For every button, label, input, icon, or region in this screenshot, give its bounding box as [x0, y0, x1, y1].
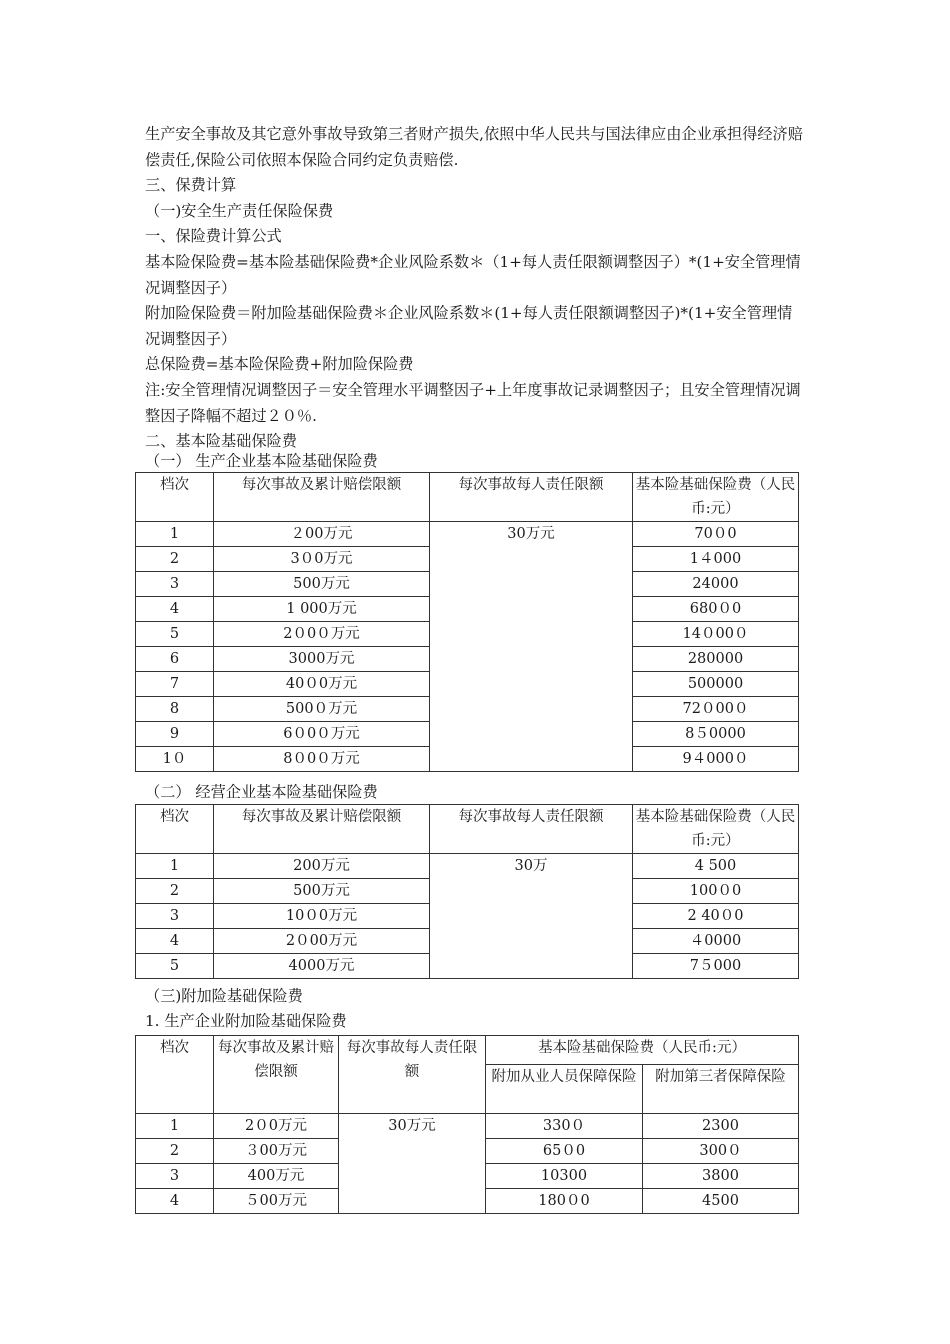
- table-row: [136, 854, 799, 879]
- premium-cell: 500000: [633, 672, 799, 697]
- tier-cell: 1: [136, 1114, 214, 1139]
- aggregate-limit-cell: 1 000万元: [214, 597, 430, 622]
- heading-safety-liability: （一)安全生产责任保险保费: [145, 201, 334, 220]
- third-party-premium-cell: 4500: [643, 1189, 799, 1214]
- col-header-aggregate-limit: 每次事故及累计赔偿限额: [214, 473, 430, 522]
- col-header-tier: 档次: [136, 805, 214, 854]
- tier-cell: 1: [136, 522, 214, 547]
- aggregate-limit-cell: 400万元: [214, 1164, 339, 1189]
- premium-cell: 72０00０: [633, 697, 799, 722]
- section1-label: （一） 生产企业基本险基础保险费: [145, 452, 378, 470]
- note-adjustment: 注:安全管理情况调整因子＝安全管理水平调整因子+上年度事故记录调整因子；且安全管理情况调整因子降幅不超过２０％.: [145, 380, 801, 425]
- aggregate-limit-cell: ５00万元: [214, 1189, 339, 1214]
- heading-premium-calc: 三、保费计算: [145, 176, 237, 195]
- tier-cell: 1０: [136, 747, 214, 772]
- premium-cell: 14０00０: [633, 622, 799, 647]
- section2-label: （二） 经营企业基本险基础保险费: [145, 783, 378, 801]
- premium-cell: 24000: [633, 572, 799, 597]
- paragraph-liability: 生产安全事故及其它意外事故导致第三者财产损失,依照中华人民共与国法律应由企业承担得经济赔偿责任,保险公司依照本保险合同约定负责赔偿.: [145, 125, 803, 169]
- tier-cell: 4: [136, 1189, 214, 1214]
- premium-cell: 2 40０0: [633, 904, 799, 929]
- employee-premium-cell: 180０0: [486, 1189, 643, 1214]
- aggregate-limit-cell: 8０0０万元: [214, 747, 430, 772]
- col-header-tier: 档次: [136, 1036, 214, 1114]
- tier-cell: 2: [136, 547, 214, 572]
- aggregate-limit-cell: 500万元: [214, 879, 430, 904]
- per-person-limit-cell: 30万元: [339, 1114, 486, 1214]
- tier-cell: 2: [136, 1139, 214, 1164]
- tier-cell: 7: [136, 672, 214, 697]
- premium-cell: 7５000: [633, 954, 799, 979]
- col-header-tier: 档次: [136, 473, 214, 522]
- production-basic-premium-table: [135, 472, 799, 772]
- table-header-row: [136, 805, 799, 854]
- tier-cell: 2: [136, 879, 214, 904]
- col-header-per-person-limit: 每次事故每人责任限额: [339, 1036, 486, 1114]
- col-header-premium: 基本险基础保险费（人民币:元）: [633, 805, 799, 854]
- col-header-premium: 基本险基础保险费（人民币:元）: [486, 1036, 799, 1065]
- aggregate-limit-cell: 2０0万元: [214, 1114, 339, 1139]
- table-row: [136, 1114, 799, 1139]
- col-header-per-person-limit: 每次事故每人责任限额: [430, 805, 633, 854]
- tier-cell: 4: [136, 929, 214, 954]
- col-header-employee-coverage: 附加从业人员保障保险: [486, 1065, 643, 1114]
- tier-cell: 3: [136, 1164, 214, 1189]
- aggregate-limit-cell: 500０万元: [214, 697, 430, 722]
- tier-cell: 3: [136, 904, 214, 929]
- premium-cell: 70０0: [633, 522, 799, 547]
- col-header-aggregate-limit: 每次事故及累计赔偿限额: [214, 805, 430, 854]
- business-basic-premium-table: [135, 804, 799, 979]
- tier-cell: 5: [136, 622, 214, 647]
- tier-cell: 8: [136, 697, 214, 722]
- aggregate-limit-cell: 6０0０万元: [214, 722, 430, 747]
- table-header-row: [136, 1036, 799, 1065]
- table-header-row: [136, 473, 799, 522]
- third-party-premium-cell: 2300: [643, 1114, 799, 1139]
- col-header-premium: 基本险基础保险费（人民币:元）: [633, 473, 799, 522]
- col-header-third-party-coverage: 附加第三者保障保险: [643, 1065, 799, 1114]
- aggregate-limit-cell: 3000万元: [214, 647, 430, 672]
- aggregate-limit-cell: 2０0０万元: [214, 622, 430, 647]
- aggregate-limit-cell: 10０0万元: [214, 904, 430, 929]
- aggregate-limit-cell: 200万元: [214, 854, 430, 879]
- aggregate-limit-cell: 2０00万元: [214, 929, 430, 954]
- employee-premium-cell: 10300: [486, 1164, 643, 1189]
- production-additional-premium-table: [135, 1035, 799, 1214]
- section3-sub-label: 1. 生产企业附加险基础保险费: [145, 1012, 347, 1030]
- aggregate-limit-cell: ２00万元: [214, 522, 430, 547]
- aggregate-limit-cell: ３00万元: [214, 1139, 339, 1164]
- premium-cell: 8５0000: [633, 722, 799, 747]
- employee-premium-cell: 65０0: [486, 1139, 643, 1164]
- premium-cell: 4 500: [633, 854, 799, 879]
- employee-premium-cell: 330０: [486, 1114, 643, 1139]
- tier-cell: 5: [136, 954, 214, 979]
- premium-cell: 9４000０: [633, 747, 799, 772]
- formula-basic: 基本险保险费=基本险基础保险费*企业风险系数＊（1+每人责任限额调整因子）*(1+安全管理情况调整因子）: [145, 252, 801, 297]
- formula-total: 总保险费=基本险保险费+附加险保险费: [145, 355, 414, 374]
- third-party-premium-cell: 3800: [643, 1164, 799, 1189]
- per-person-limit-cell: 30万: [430, 854, 633, 979]
- third-party-premium-cell: 300０: [643, 1139, 799, 1164]
- tier-cell: 3: [136, 572, 214, 597]
- formula-additional: 附加险保险费＝附加险基础保险费＊企业风险系数＊(1+每人责任限额调整因子)*(1+安全管理情况调整因子）: [145, 304, 793, 348]
- aggregate-limit-cell: 500万元: [214, 572, 430, 597]
- premium-cell: ４0000: [633, 929, 799, 954]
- col-header-per-person-limit: 每次事故每人责任限额: [430, 473, 633, 522]
- premium-cell: 680０0: [633, 597, 799, 622]
- tier-cell: 9: [136, 722, 214, 747]
- premium-cell: 1４000: [633, 547, 799, 572]
- col-header-aggregate-limit: 每次事故及累计赔偿限额: [214, 1036, 339, 1114]
- heading-basic-premium: 二、基本险基础保险费: [145, 432, 297, 451]
- aggregate-limit-cell: 4000万元: [214, 954, 430, 979]
- aggregate-limit-cell: 3０0万元: [214, 547, 430, 572]
- document-page: [145, 122, 807, 455]
- heading-formula: 一、保险费计算公式: [145, 227, 282, 246]
- tier-cell: 1: [136, 854, 214, 879]
- premium-cell: 280000: [633, 647, 799, 672]
- tier-cell: 4: [136, 597, 214, 622]
- table-row: [136, 522, 799, 547]
- section3-label: （三)附加险基础保险费: [145, 987, 303, 1005]
- premium-cell: 100０0: [633, 879, 799, 904]
- aggregate-limit-cell: 40０0万元: [214, 672, 430, 697]
- per-person-limit-cell: 30万元: [430, 522, 633, 772]
- tier-cell: 6: [136, 647, 214, 672]
